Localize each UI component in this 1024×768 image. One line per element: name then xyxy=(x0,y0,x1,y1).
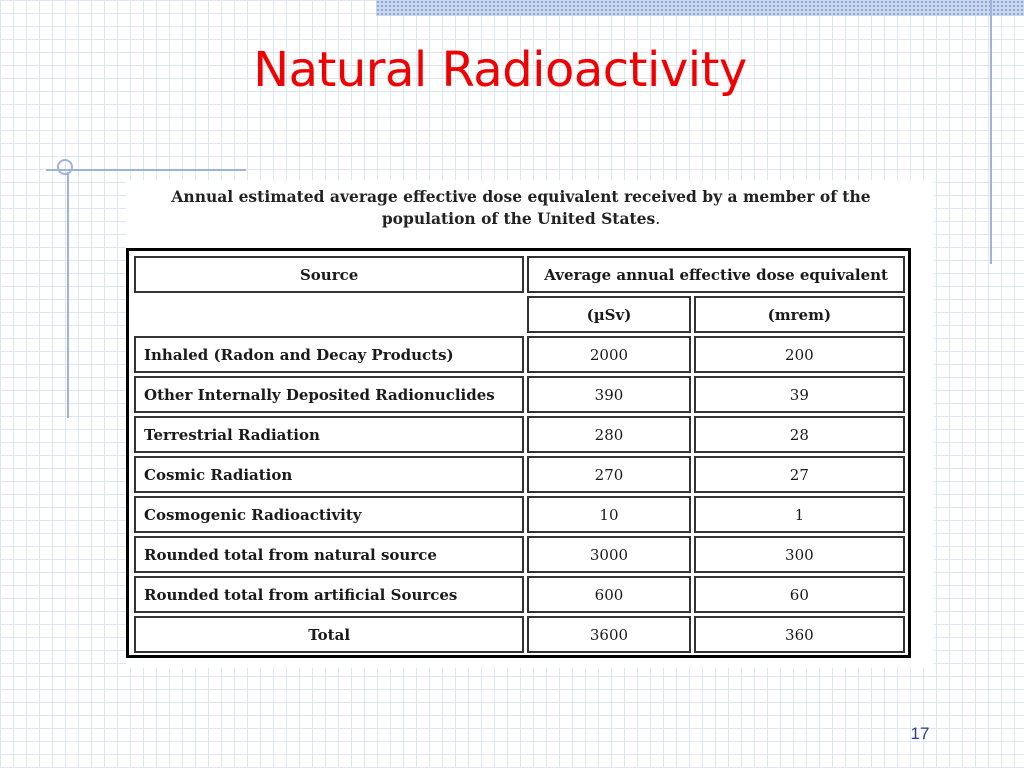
page-number: 17 xyxy=(910,724,930,743)
top-decorative-band xyxy=(376,0,1024,16)
dose-table xyxy=(131,253,908,656)
row-source: Terrestrial Radiation xyxy=(134,416,524,453)
row-usv: 10 xyxy=(527,496,690,533)
row-mrem: 360 xyxy=(694,616,905,653)
slide-title: Natural Radioactivity xyxy=(253,42,747,98)
row-source: Inhaled (Radon and Decay Products) xyxy=(134,336,524,373)
row-usv: 3600 xyxy=(527,616,690,653)
header-source: Source xyxy=(134,256,524,293)
row-usv: 2000 xyxy=(527,336,690,373)
table-row xyxy=(134,576,905,613)
total-row xyxy=(134,616,905,653)
header-row xyxy=(134,256,905,293)
table-caption xyxy=(126,186,916,230)
left-decorative-hline xyxy=(46,169,246,171)
row-usv: 280 xyxy=(527,416,690,453)
row-usv: 270 xyxy=(527,456,690,493)
table-row xyxy=(134,456,905,493)
row-mrem: 300 xyxy=(694,536,905,573)
row-mrem: 39 xyxy=(694,376,905,413)
crosshair-icon xyxy=(57,159,73,175)
table-row xyxy=(134,376,905,413)
table-frame xyxy=(126,248,911,658)
left-decorative-line xyxy=(67,172,69,418)
row-source: Total xyxy=(134,616,524,653)
row-source: Rounded total from natural source xyxy=(134,536,524,573)
row-mrem: 1 xyxy=(694,496,905,533)
caption-period: . xyxy=(655,210,661,228)
table-row xyxy=(134,536,905,573)
row-usv: 3000 xyxy=(527,536,690,573)
unit-mrem: (mrem) xyxy=(694,296,905,333)
row-mrem: 27 xyxy=(694,456,905,493)
unit-row xyxy=(134,296,905,333)
unit-usv: (µSv) xyxy=(527,296,690,333)
row-source: Other Internally Deposited Radionuclides xyxy=(134,376,524,413)
row-mrem: 200 xyxy=(694,336,905,373)
table-row xyxy=(134,336,905,373)
row-source: Rounded total from artificial Sources xyxy=(134,576,524,613)
header-dose: Average annual effective dose equivalent xyxy=(527,256,905,293)
caption-line-1: Annual estimated average effective dose equivalent received by a member of the xyxy=(171,187,871,206)
row-source: Cosmogenic Radioactivity xyxy=(134,496,524,533)
row-source: Cosmic Radiation xyxy=(134,456,524,493)
row-usv: 600 xyxy=(527,576,690,613)
row-usv: 390 xyxy=(527,376,690,413)
caption-line-2: population of the United States xyxy=(381,209,656,228)
row-mrem: 60 xyxy=(694,576,905,613)
table-row xyxy=(134,416,905,453)
dose-table-figure xyxy=(126,180,934,668)
row-mrem: 28 xyxy=(694,416,905,453)
table-row xyxy=(134,496,905,533)
unit-blank-cell xyxy=(134,296,524,333)
